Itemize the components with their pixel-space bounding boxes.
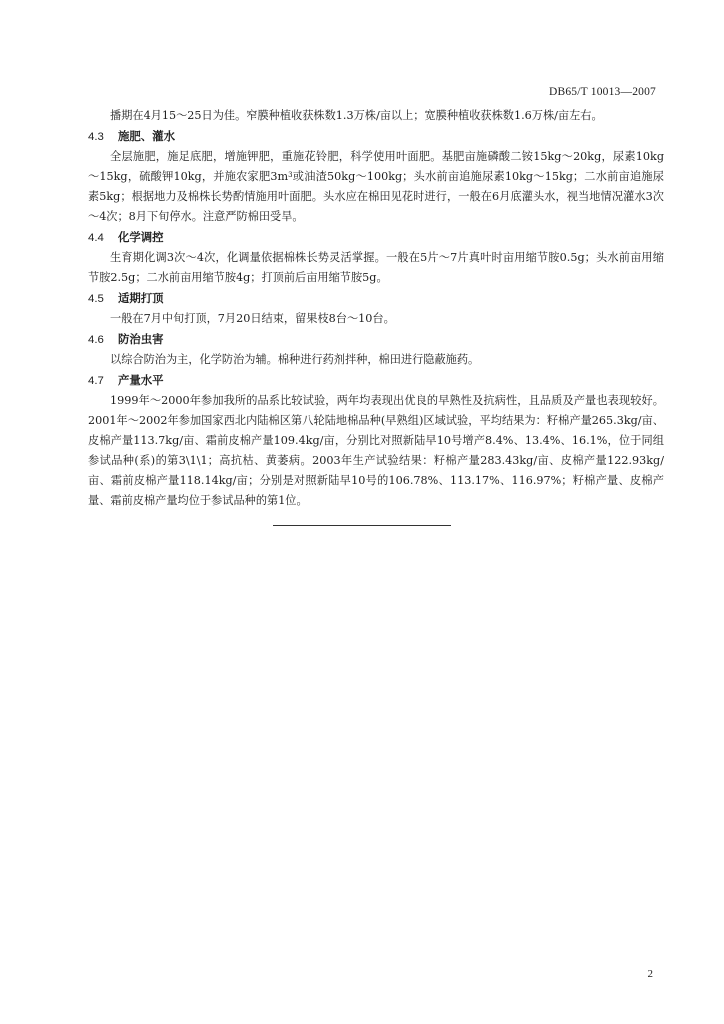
section-4-7 — [88, 370, 664, 511]
section-body: 生育期化调3次～4次，化调量依据棉株长势灵活掌握。一般在5片～7片真叶时亩用缩节胺0.5g；头水前亩用缩节胺2.5g；二水前亩用缩节胺4g；打顶前后亩用缩节胺5g。 — [88, 251, 664, 284]
section-number: 4.6 — [88, 334, 104, 346]
section-title: 化学调控 — [118, 230, 164, 244]
section-title: 防治虫害 — [118, 332, 164, 346]
intro-paragraph: 播期在4月15～25日为佳。窄膜种植收获株数1.3万株/亩以上；宽膜种植收获株数1.6万株/亩左右。 — [110, 109, 603, 122]
document-body — [88, 106, 664, 511]
section-body: 1999年～2000年参加我所的品系比较试验，两年均表现出优良的早熟性及抗病性，且品质及产量也表现较好。2001年～2002年参加国家西北内陆棉区第八轮陆地棉品种(早熟组)区域试验，平均结果为：籽棉产量265.3kg/亩、皮棉产量113.7kg/亩、霜前皮棉产量109.4kg/亩，分别比对照新陆早10号增产8.4%、13.4%、16.1%，位于同组参试品种(系)的第3\1\1；高抗枯、黄萎病。2003年生产试验结果：籽棉产量283.43kg/亩、皮棉产量122.93kg/亩、霜前皮棉产量118.14kg/亩；分别是对照新陆早10号的106.78%、113.17%、116.97%；籽棉产量、皮棉产量、霜前皮棉产量均位于参试品种的第1位。 — [88, 394, 664, 507]
page-number: 2 — [647, 968, 653, 980]
section-body-part-b: 或油渣50kg～100kg；头水前亩追施尿素10kg～15kg；二水前亩追施尿素5kg；根据地力及棉株长势酌情施用叶面肥。头水应在棉田见花时进行，一般在6月底灌头水，视当地情况灌水3次～4次；8月下旬停水。注意严防棉田受旱。 — [88, 170, 664, 223]
section-number: 4.5 — [88, 293, 104, 305]
section-title: 适期打顶 — [118, 291, 164, 305]
section-heading — [88, 370, 664, 391]
section-number: 4.7 — [88, 375, 104, 387]
section-title: 施肥、灌水 — [118, 129, 175, 143]
section-heading — [88, 329, 664, 350]
section-heading — [88, 126, 664, 147]
section-heading — [88, 227, 664, 248]
section-4-6 — [88, 329, 664, 370]
section-number: 4.3 — [88, 131, 104, 143]
section-4-4 — [88, 227, 664, 288]
section-title: 产量水平 — [118, 373, 164, 387]
end-divider — [273, 525, 451, 526]
section-heading — [88, 288, 664, 309]
section-body-part-a: 全层施肥，施足底肥，增施钾肥，重施花铃肥，科学使用叶面肥。基肥亩施磷酸二铵15kg～20kg，尿素10kg～15kg，硫酸钾10kg，并施农家肥3m — [88, 150, 664, 183]
standard-code: DB65/T 10013—2007 — [548, 86, 656, 98]
section-body: 以综合防治为主，化学防治为辅。棉种进行药剂拌种，棉田进行隐蔽施药。 — [110, 353, 480, 366]
section-4-3 — [88, 126, 664, 227]
section-number: 4.4 — [88, 232, 104, 244]
section-body — [88, 147, 664, 227]
section-body: 一般在7月中旬打顶，7月20日结束，留果枝8台～10台。 — [110, 312, 395, 325]
superscript: 3 — [288, 171, 293, 179]
section-4-5 — [88, 288, 664, 329]
